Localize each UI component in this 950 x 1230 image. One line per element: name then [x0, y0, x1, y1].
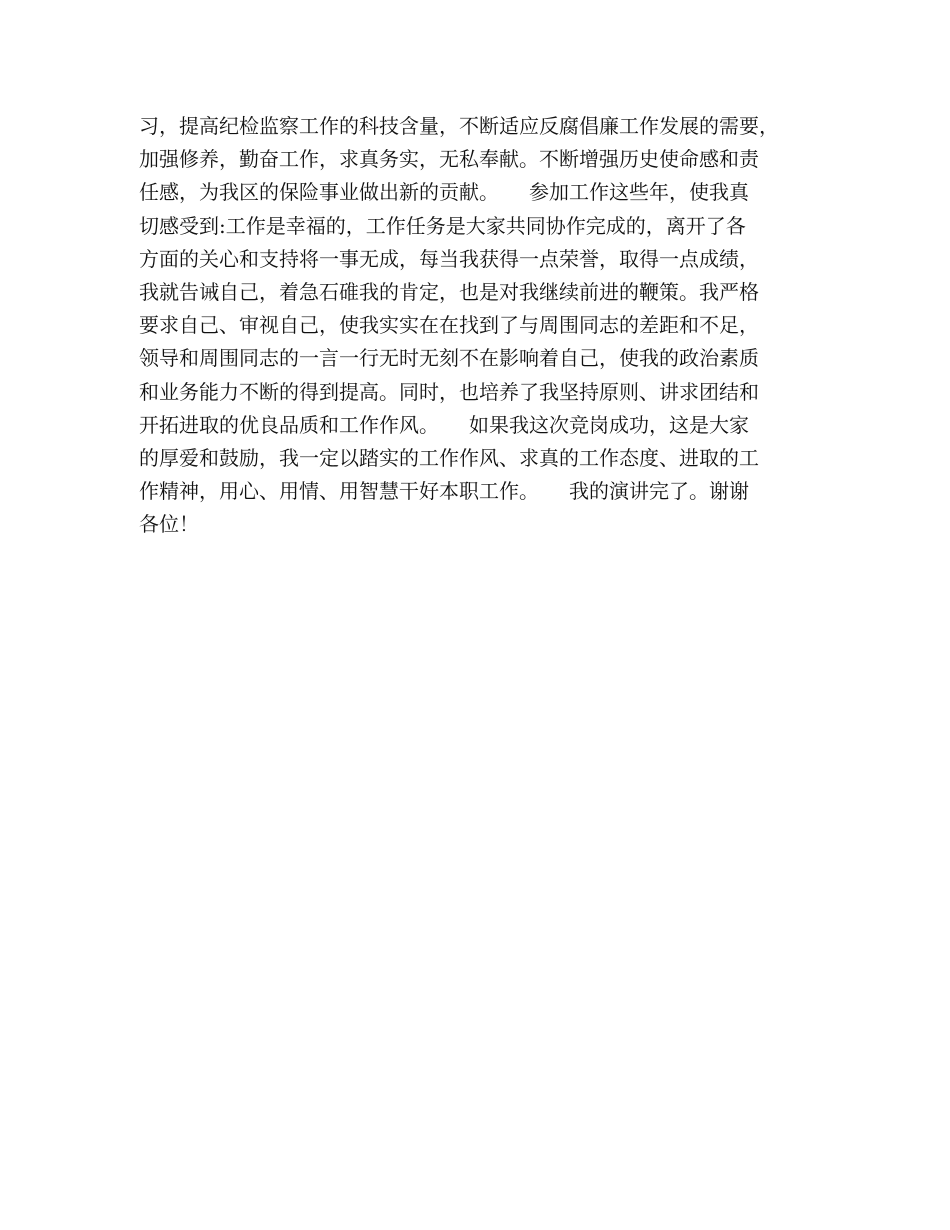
text-line: 要求自己、审视自己，使我实实在在找到了与周围同志的差距和不足，	[139, 313, 759, 338]
text-line: 任感，为我区的保险事业做出新的贡献。 参加工作这些年，使我真	[139, 180, 749, 205]
text-line: 和业务能力不断的得到提高。同时，也培养了我坚持原则、讲求团结和	[139, 379, 759, 404]
text-line: 各位！	[139, 512, 199, 537]
text-line: 切感受到:工作是幸福的，工作任务是大家共同协作完成的，离开了各	[139, 213, 746, 238]
text-line: 的厚爱和鼓励，我一定以踏实的工作作风、求真的工作态度、进取的工	[139, 445, 759, 470]
text-line: 作精神，用心、用情、用智慧干好本职工作。 我的演讲完了。谢谢	[139, 479, 749, 504]
body-paragraph	[139, 110, 829, 541]
text-line: 领导和周围同志的一言一行无时无刻不在影响着自己，使我的政治素质	[139, 346, 759, 371]
text-line: 方面的关心和支持将一事无成，每当我获得一点荣誉，取得一点成绩，	[139, 246, 759, 271]
text-line: 开拓进取的优良品质和工作作风。 如果我这次竞岗成功，这是大家	[139, 412, 749, 437]
text-line: 加强修养，勤奋工作，求真务实，无私奉献。不断增强历史使命感和责	[139, 147, 759, 172]
text-line: 习，提高纪检监察工作的科技含量，不断适应反腐倡廉工作发展的需要，	[139, 114, 779, 138]
text-line: 我就告诫自己，着急石碓我的肯定，也是对我继续前进的鞭策。我严格	[139, 279, 759, 304]
